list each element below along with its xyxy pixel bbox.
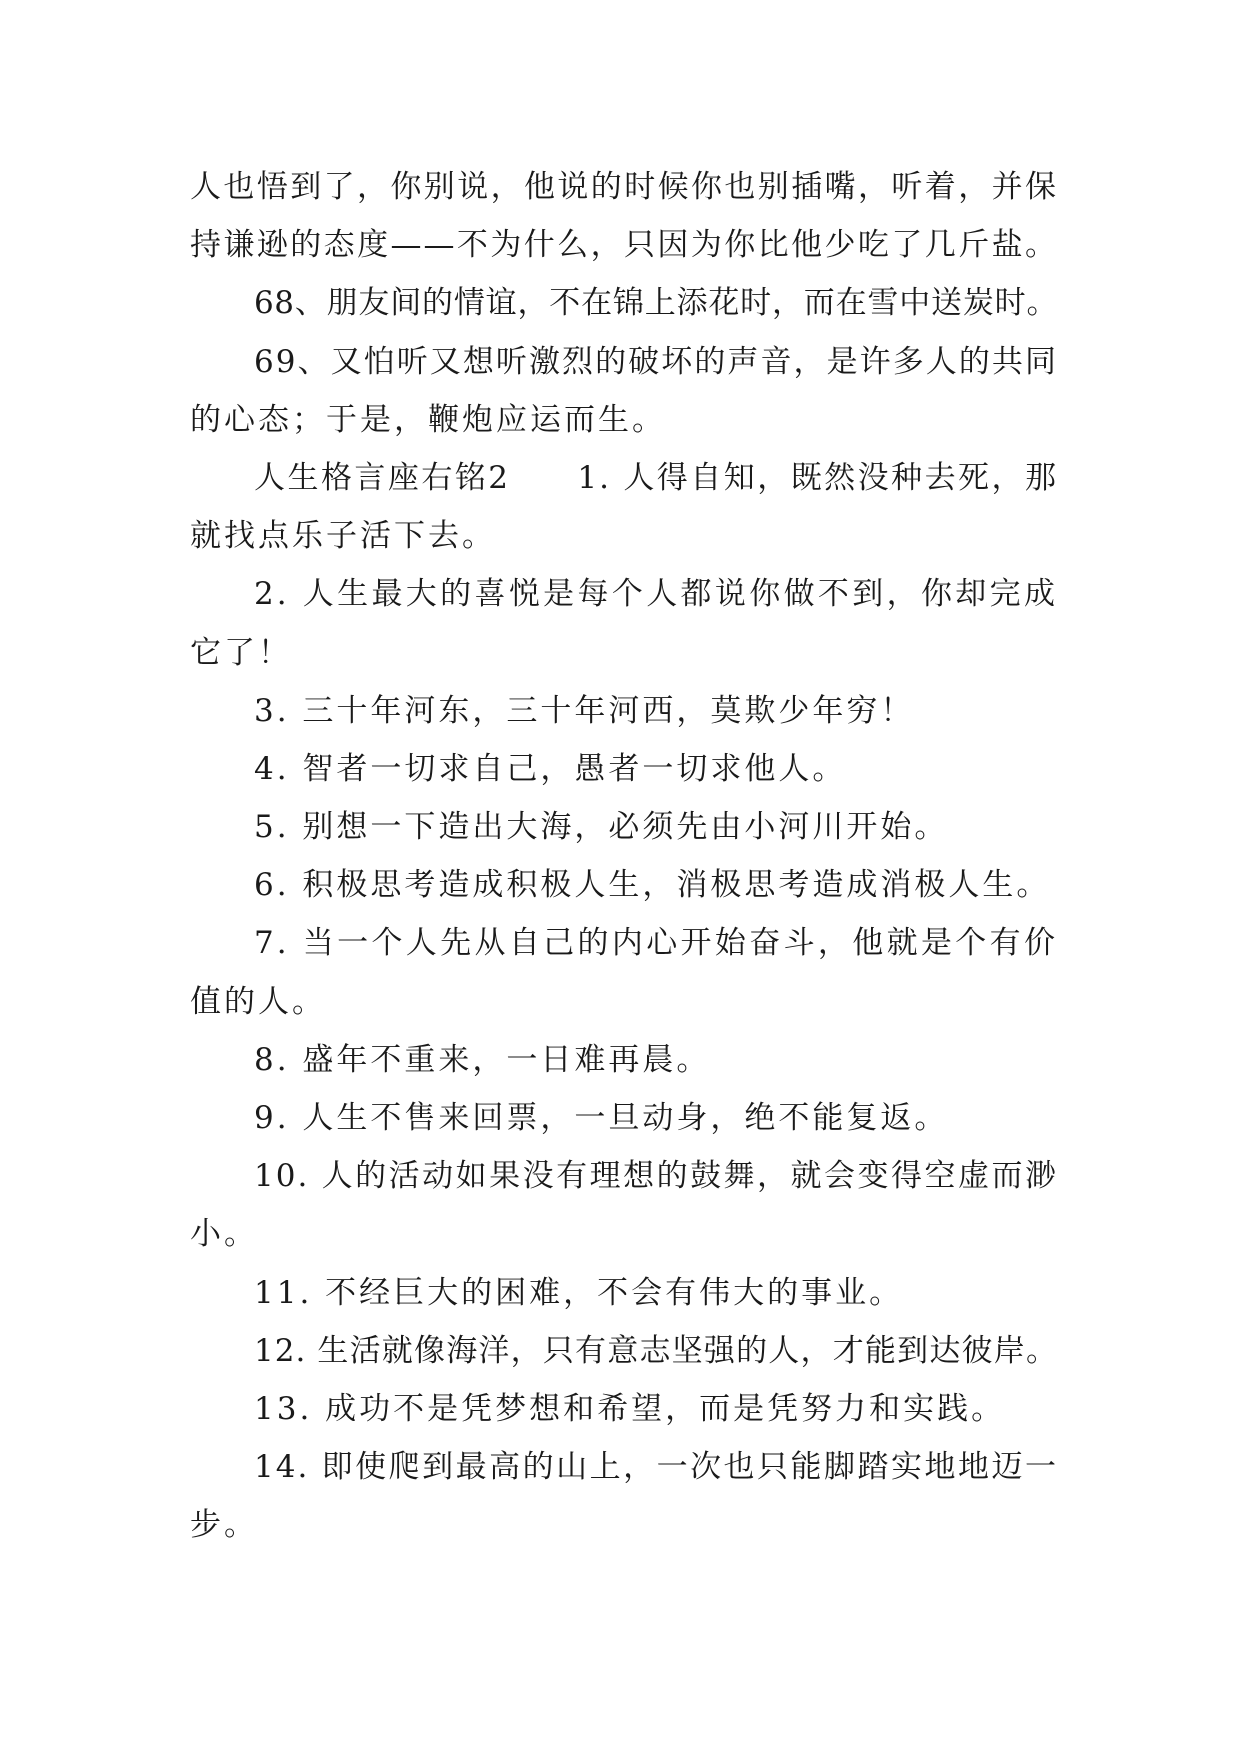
text-line: 2. 人生最大的喜悦是每个人都说你做不到，你却完成 bbox=[254, 576, 1058, 613]
text-line: 4. 智者一切求自己，愚者一切求他人。 bbox=[254, 750, 847, 787]
text-line: 人生格言座右铭2 1. 人得自知，既然没种去死，那 bbox=[254, 459, 1058, 496]
document-body bbox=[190, 158, 1058, 1555]
text-line: 69、又怕听又想听激烈的破坏的声音，是许多人的共同 bbox=[254, 343, 1058, 380]
text-line: 小。 bbox=[190, 1216, 258, 1253]
text-line: 8. 盛年不重来，一日难再晨。 bbox=[254, 1041, 711, 1078]
text-line: 9. 人生不售来回票，一旦动身，绝不能复返。 bbox=[254, 1100, 949, 1136]
text-line: 10. 人的活动如果没有理想的鼓舞，就会变得空虚而渺 bbox=[254, 1158, 1058, 1195]
text-line: 5. 别想一下造出大海，必须先由小河川开始。 bbox=[254, 809, 949, 846]
text-line: 6. 积极思考造成积极人生，消极思考造成消极人生。 bbox=[254, 867, 1051, 904]
text-line: 14. 即使爬到最高的山上，一次也只能脚踏实地地迈一 bbox=[254, 1449, 1058, 1486]
text-line: 12. 生活就像海洋，只有意志坚强的人，才能到达彼岸。 bbox=[254, 1332, 1058, 1369]
text-line: 持谦逊的态度——不为什么，只因为你比他少吃了几斤盐。 bbox=[190, 227, 1058, 264]
text-line: 13. 成功不是凭梦想和希望，而是凭努力和实践。 bbox=[254, 1390, 1006, 1427]
text-line: 就找点乐子活下去。 bbox=[190, 518, 496, 555]
text-line: 的心态；于是，鞭炮应运而生。 bbox=[190, 401, 666, 438]
text-line: 值的人。 bbox=[190, 983, 326, 1020]
text-line: 步。 bbox=[190, 1507, 258, 1544]
text-line: 7. 当一个人先从自己的内心开始奋斗，他就是个有价 bbox=[254, 925, 1058, 962]
text-line: 它了！ bbox=[190, 634, 292, 671]
text-line: 11. 不经巨大的困难，不会有伟大的事业。 bbox=[254, 1274, 904, 1311]
text-line: 68、朋友间的情谊，不在锦上添花时，而在雪中送炭时。 bbox=[254, 285, 1058, 322]
text-line: 人也悟到了，你别说，他说的时候你也别插嘴，听着，并保 bbox=[190, 169, 1058, 205]
text-line: 3. 三十年河东，三十年河西，莫欺少年穷！ bbox=[254, 692, 915, 729]
